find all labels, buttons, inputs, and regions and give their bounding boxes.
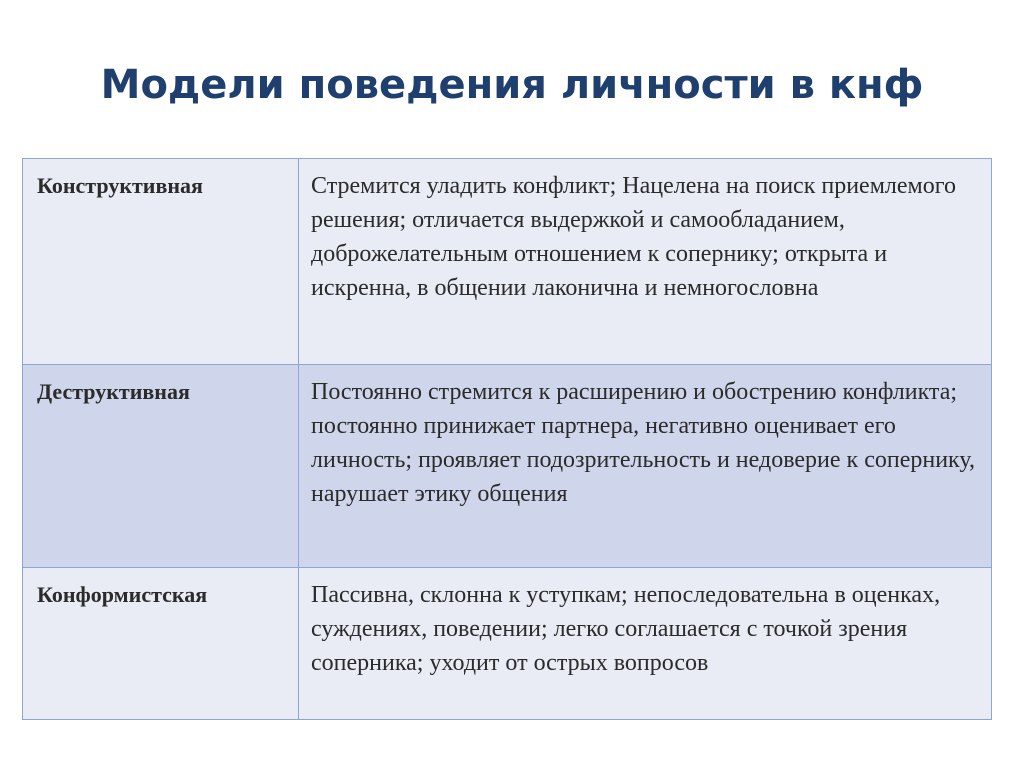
model-description-cell: Стремится уладить конфликт; Нацелена на поиск приемлемого решения; отличается выдержкой и самообладанием, доброжелательным отношением к сопернику; открыта и искренна, в общении лаконична и немногословна <box>299 159 992 365</box>
behavior-models-table <box>22 158 992 720</box>
model-name-cell: Конструктивная <box>23 159 299 365</box>
slide-title: Модели поведения личности в кнф <box>100 62 924 108</box>
model-name-cell: Деструктивная <box>23 365 299 568</box>
model-description-cell: Пассивна, склонна к уступкам; непоследовательна в оценках, суждениях, поведении; легко соглашается с точкой зрения соперника; уходит от острых вопросов <box>299 568 992 720</box>
table-row <box>23 365 992 568</box>
model-description-cell: Постоянно стремится к расширению и обострению конфликта; постоянно принижает партнера, негативно оценивает его личность; проявляет подозрительность и недоверие к сопернику, нарушает этику общения <box>299 365 992 568</box>
table-row <box>23 568 992 720</box>
table-row <box>23 159 992 365</box>
model-name-cell: Конформистская <box>23 568 299 720</box>
